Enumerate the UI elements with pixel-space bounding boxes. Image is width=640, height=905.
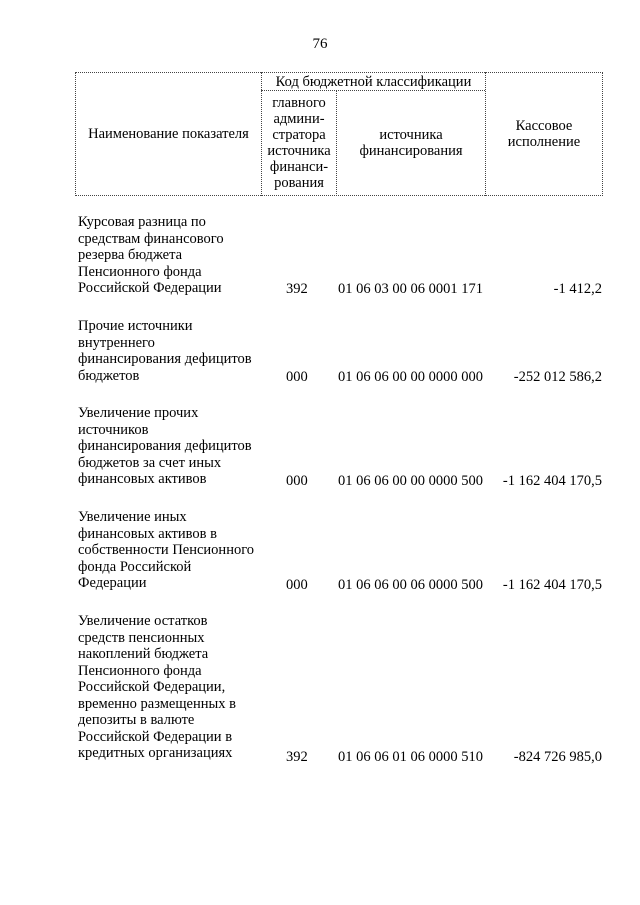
row-source-code: 01 06 06 01 06 0000 510 bbox=[338, 748, 483, 765]
header-admin-line: стратора bbox=[272, 127, 326, 143]
name-line: финансовых активов bbox=[78, 471, 207, 487]
table-row bbox=[0, 318, 640, 385]
name-line: собственности Пенсионного bbox=[78, 542, 255, 558]
name-line: финансовых активов в bbox=[78, 525, 217, 542]
row-source-code: 01 06 03 00 06 0001 171 bbox=[338, 280, 483, 297]
header-name-column: Наименование показателя bbox=[88, 125, 249, 142]
row-amount: -1 412,2 bbox=[553, 280, 602, 297]
name-line: Увеличение остатков bbox=[78, 613, 208, 629]
table-header bbox=[75, 72, 603, 196]
table-row bbox=[0, 509, 640, 593]
name-line: источников bbox=[78, 421, 149, 438]
name-line: внутреннего bbox=[78, 334, 155, 351]
name-line: Российской Федерации в bbox=[78, 728, 233, 745]
row-admin-code: 000 bbox=[286, 472, 308, 489]
table-row bbox=[0, 613, 640, 765]
row-admin-code: 000 bbox=[286, 368, 308, 385]
header-amount-line: исполнение bbox=[507, 133, 581, 150]
row-source-code: 01 06 06 00 00 0000 500 bbox=[338, 472, 483, 489]
header-admin-column bbox=[262, 91, 336, 195]
row-amount: -824 726 985,0 bbox=[513, 748, 602, 765]
header-amount-column bbox=[486, 72, 602, 195]
table-row bbox=[0, 405, 640, 489]
name-line: Увеличение прочих bbox=[78, 405, 199, 421]
name-line: бюджетов bbox=[78, 367, 140, 384]
header-admin-line: финанси- bbox=[269, 159, 329, 175]
name-line: Увеличение иных bbox=[78, 509, 187, 525]
name-line: финансирования дефицитов bbox=[78, 438, 252, 454]
row-indicator-name bbox=[78, 405, 278, 488]
row-indicator-name bbox=[78, 613, 278, 762]
name-line: фонда Российской bbox=[78, 558, 192, 575]
header-source-column bbox=[337, 91, 485, 195]
row-amount: -252 012 586,2 bbox=[513, 368, 602, 385]
name-line: Прочие источники bbox=[78, 318, 193, 334]
row-admin-code: 392 bbox=[286, 748, 308, 765]
row-source-code: 01 06 06 00 00 0000 000 bbox=[338, 368, 483, 385]
header-admin-line: главного bbox=[272, 95, 326, 111]
page-number: 76 bbox=[312, 36, 328, 52]
name-line: временно размещенных в bbox=[78, 695, 236, 712]
name-line: бюджетов за счет иных bbox=[78, 454, 222, 471]
name-line: Пенсионного фонда bbox=[78, 263, 202, 280]
header-admin-line: рования bbox=[274, 175, 324, 191]
name-line: Российской Федерации, bbox=[78, 679, 226, 695]
name-line: накоплений бюджета bbox=[78, 646, 209, 662]
row-admin-code: 000 bbox=[286, 576, 308, 593]
name-line: финансирования дефицитов bbox=[78, 351, 252, 367]
header-admin-line: источника bbox=[267, 143, 331, 159]
header-source-line: источника bbox=[379, 127, 443, 143]
name-line: Курсовая разница по bbox=[78, 214, 206, 230]
name-line: средств пенсионных bbox=[78, 629, 205, 646]
name-line: кредитных организациях bbox=[78, 745, 233, 761]
name-line: средствам финансового bbox=[78, 230, 224, 247]
name-line: Федерации bbox=[78, 575, 147, 591]
name-line: резерва бюджета bbox=[78, 247, 183, 263]
row-indicator-name bbox=[78, 509, 278, 592]
row-source-code: 01 06 06 00 06 0000 500 bbox=[338, 576, 483, 593]
row-indicator-name bbox=[78, 318, 278, 384]
header-source-line: финансирования bbox=[359, 143, 463, 159]
header-budget-code-group: Код бюджетной классификации bbox=[275, 73, 472, 90]
row-amount: -1 162 404 170,5 bbox=[502, 472, 602, 489]
name-line: Российской Федерации bbox=[78, 280, 222, 296]
name-line: депозиты в валюте bbox=[78, 712, 195, 728]
row-amount: -1 162 404 170,5 bbox=[502, 576, 602, 593]
header-amount-line: Кассовое bbox=[515, 117, 573, 134]
header-admin-line: админи- bbox=[273, 111, 325, 127]
name-line: Пенсионного фонда bbox=[78, 662, 202, 679]
table-row bbox=[0, 214, 640, 297]
row-admin-code: 392 bbox=[286, 280, 308, 297]
row-indicator-name bbox=[78, 214, 278, 297]
